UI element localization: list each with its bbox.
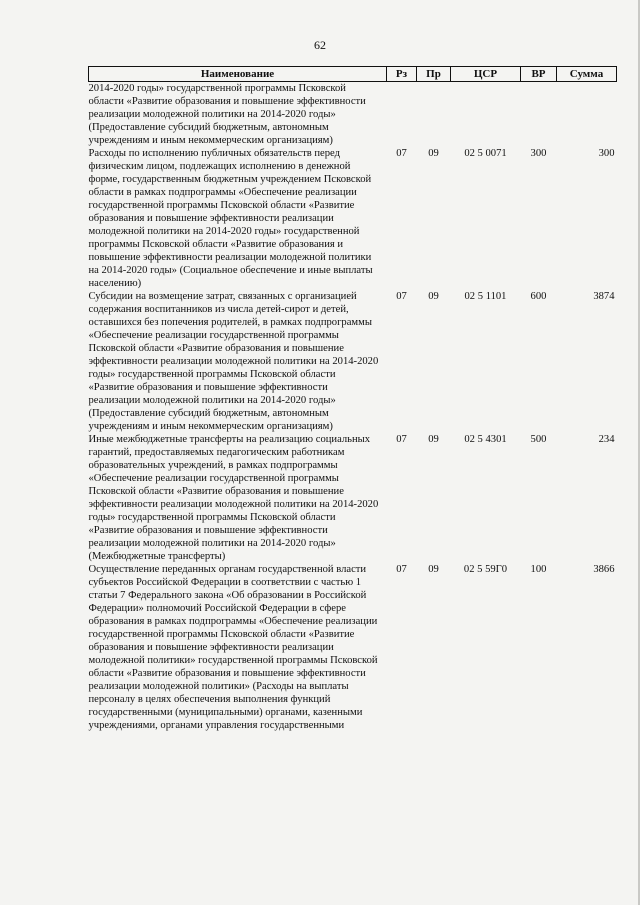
row-name: Субсидии на возмещение затрат, связанных с организацией содержания воспитанников из числа детей-сирот и детей, оставшихся без попечения родителей, в рамках подпрограммы «Обеспечение реализации государственной программы Псковской области «Развитие образования и повышение эффективности реализации молодежной политики на 2014-2020 годы» государственной программы Псковской области «Развитие образования и повышение эффективности реализации молодежной политики на 2014-2020 годы» (Предоставление субсидий бюджетным, автономным учреждениям и иным некоммерческим организациям) <box>88 291 379 432</box>
row-sum <box>557 82 617 148</box>
row-vr: 100 <box>530 564 547 575</box>
row-pr: 09 <box>428 291 439 302</box>
row-vr <box>521 82 557 148</box>
table-row <box>89 290 617 433</box>
row-pr: 09 <box>428 564 439 575</box>
row-rz <box>387 82 417 148</box>
header-csr: ЦСР <box>451 67 521 82</box>
row-csr: 02 5 0071 <box>464 148 507 159</box>
row-name: Расходы по исполнению публичных обязательств перед физическим лицом, подлежащих исполнению в денежной форме, государственным бюджетным учреждением Псковской области в рамках подпрограммы «Обеспечение реализации государственной программы Псковской области «Развитие образования и повышение эффективности реализации молодежной политики на 2014-2020 годы» государственной программы Псковской области «Развитие образования и повышение эффективности реализации молодежной политики на 2014-2020 годы» (Социальное обеспечение и иные выплаты населению) <box>88 148 373 289</box>
table-row <box>89 82 617 148</box>
row-name: 2014-2020 годы» государственной программы Псковской области «Развитие образования и повышение эффективности реализации молодежной политики на 2014-2020 годы» (Предоставление субсидий бюджетным, автономным учреждениям и иным некоммерческим организациям) <box>88 83 366 146</box>
table-header-row <box>89 67 617 82</box>
row-csr: 02 5 59Г0 <box>463 564 508 575</box>
row-sum: 3874 <box>593 291 615 302</box>
row-name: Иные межбюджетные трансферты на реализацию социальных гарантий, предоставляемых педагогическим работникам образовательных учреждений, в рамках подпрограммы «Обеспечение реализации государственной программы Псковской области «Развитие образования и повышение эффективности реализации молодежной политики на 2014-2020 годы» государственной программы Псковской области «Развитие образования и повышение эффективности реализации молодежной политики на 2014-2020 годы» (Межбюджетные трансферты) <box>88 434 379 562</box>
row-rz: 07 <box>396 434 407 445</box>
row-name: Осуществление переданных органам государственной власти субъектов Российской Федерации в соответствии с частью 1 статьи 7 Федерального закона «Об образовании в Российской Федерации» полномочий Российской Федерации в сфере образования в рамках подпрограммы «Обеспечение реализации государственной программы Псковской области «Развитие образования и повышение эффективности реализации молодежной политики» государственной программы Псковской области «Развитие образования и повышение эффективности реализации молодежной политики» (Расходы на выплаты персоналу в целях обеспечения выполнения функций государственными (муниципальными) органами, казенными учреждениями, органами управления государственными <box>88 564 378 731</box>
row-csr: 02 5 4301 <box>464 434 507 445</box>
table-row <box>89 433 617 563</box>
row-rz: 07 <box>396 291 407 302</box>
row-sum: 234 <box>598 434 615 445</box>
header-vr: ВР <box>521 67 557 82</box>
table-row <box>89 147 617 290</box>
row-rz: 07 <box>396 148 407 159</box>
row-vr: 600 <box>530 291 547 302</box>
row-vr: 300 <box>530 148 547 159</box>
row-sum: 300 <box>598 148 615 159</box>
page-number: 62 <box>314 38 326 52</box>
row-rz: 07 <box>396 564 407 575</box>
row-pr: 09 <box>428 434 439 445</box>
header-sum: Сумма <box>557 67 617 82</box>
header-pr: Пр <box>417 67 451 82</box>
row-sum: 3866 <box>593 564 615 575</box>
row-vr: 500 <box>530 434 547 445</box>
row-pr <box>417 82 451 148</box>
header-name: Наименование <box>89 67 387 82</box>
row-csr <box>451 82 521 148</box>
budget-table <box>88 66 617 732</box>
header-rz: Рз <box>387 67 417 82</box>
table-row <box>89 563 617 732</box>
row-pr: 09 <box>428 148 439 159</box>
row-csr: 02 5 1101 <box>464 291 507 302</box>
